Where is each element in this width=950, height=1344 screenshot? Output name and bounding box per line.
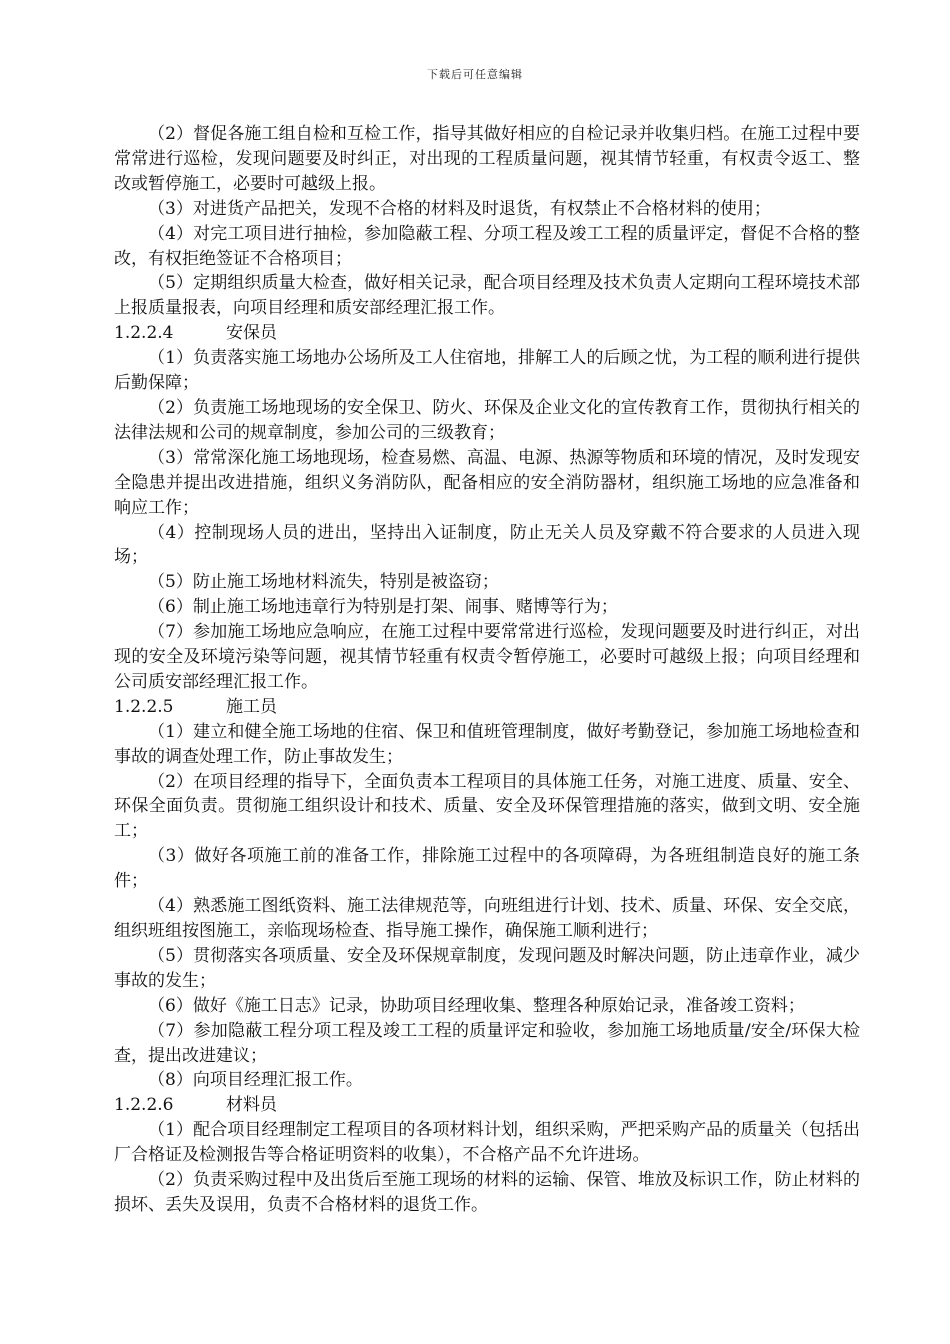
section-title: 安保员	[226, 323, 277, 344]
document-body	[114, 122, 860, 1218]
section-heading-security	[114, 321, 860, 346]
list-item: （2）在项目经理的指导下，全面负责本工程项目的具体施工任务，对施工进度、质量、安全、环保全面负责。贯彻施工组织设计和技术、质量、安全及环保管理措施的落实，做到文明、安全施工；	[114, 771, 860, 842]
list-item: （4）熟悉施工图纸资料、施工法律规范等，向班组进行计划、技术、质量、环保、安全交底，组织班组按图施工，亲临现场检查、指导施工操作，确保施工顺利进行；	[114, 896, 860, 941]
list-item: （7）参加施工场地应急响应，在施工过程中要常常进行巡检，发现问题要及时进行纠正，对出现的安全及环境污染等问题，视其情节轻重有权责令暂停施工，必要时可越级上报；向项目经理和公司质安部经理汇报工作。	[114, 622, 860, 692]
list-item: （5）贯彻落实各项质量、安全及环保规章制度，发现问题及时解决问题，防止违章作业，减少事故的发生；	[114, 945, 860, 991]
header-note: 下载后可任意编辑	[427, 68, 523, 81]
section-heading-construction	[114, 695, 860, 720]
paragraph: （5）定期组织质量大检查，做好相关记录，配合项目经理及技术负责人定期向工程环境技术部上报质量报表，向项目经理和质安部经理汇报工作。	[114, 273, 860, 319]
list-item: （6）做好《施工日志》记录，协助项目经理收集、整理各种原始记录，准备竣工资料；	[148, 995, 805, 1016]
section-title: 材料员	[226, 1095, 277, 1116]
list-item: （3）常常深化施工场地现场，检查易燃、高温、电源、热源等物质和环境的情况，及时发现安全隐患并提出改进措施，组织义务消防队，配备相应的安全消防器材，组织施工场地的应急准备和响应工作；	[114, 447, 860, 518]
section-heading-materials	[114, 1093, 860, 1118]
list-item: （1）配合项目经理制定工程项目的各项材料计划，组织采购，严把采购产品的质量关（包括出厂合格证及检测报告等合格证明资料的收集），不合格产品不允许进场。	[114, 1120, 860, 1166]
section-number: 1.2.2.5	[114, 696, 174, 717]
list-item: （8）向项目经理汇报工作。	[148, 1070, 363, 1091]
list-item: （4）控制现场人员的进出，坚持出入证制度，防止无关人员及穿戴不符合要求的人员进入现场；	[114, 522, 860, 568]
list-item: （3）做好各项施工前的准备工作，排除施工过程中的各项障碍，为各班组制造良好的施工条件；	[114, 846, 860, 892]
section-title: 施工员	[226, 696, 277, 717]
paragraph: （3）对进货产品把关，发现不合格的材料及时退货，有权禁止不合格材料的使用；	[148, 198, 771, 219]
section-number: 1.2.2.4	[114, 323, 174, 344]
list-item: （1）负责落实施工场地办公场所及工人住宿地，排解工人的后顾之忧，为工程的顺利进行提供后勤保障；	[114, 348, 860, 394]
list-item: （6）制止施工场地违章行为特别是打架、闹事、赌博等行为；	[148, 597, 618, 618]
list-item: （7）参加隐蔽工程分项工程及竣工工程的质量评定和验收，参加施工场地质量/安全/环保大检查，提出改进建议；	[114, 1020, 860, 1066]
list-item: （2）负责施工场地现场的安全保卫、防火、环保及企业文化的宣传教育工作，贯彻执行相关的法律法规和公司的规章制度，参加公司的三级教育；	[114, 397, 860, 443]
paragraph: （4）对完工项目进行抽检，参加隐蔽工程、分项工程及竣工工程的质量评定，督促不合格的整改，有权拒绝签证不合格项目；	[114, 223, 860, 269]
section-number: 1.2.2.6	[114, 1095, 174, 1116]
list-item: （2）负责采购过程中及出货后至施工现场的材料的运输、保管、堆放及标识工作，防止材料的损坏、丢失及误用，负责不合格材料的退货工作。	[114, 1170, 860, 1215]
list-item: （5）防止施工场地材料流失，特别是被盗窃；	[148, 572, 499, 593]
list-item: （1）建立和健全施工场地的住宿、保卫和值班管理制度，做好考勤登记，参加施工场地检查和事故的调查处理工作，防止事故发生；	[114, 721, 860, 767]
paragraph: （2）督促各施工组自检和互检工作，指导其做好相应的自检记录并收集归档。在施工过程中要常常进行巡检，发现问题要及时纠正，对出现的工程质量问题，视其情节轻重，有权责令返工、整改或暂停施工，必要时可越级上报。	[114, 124, 860, 194]
